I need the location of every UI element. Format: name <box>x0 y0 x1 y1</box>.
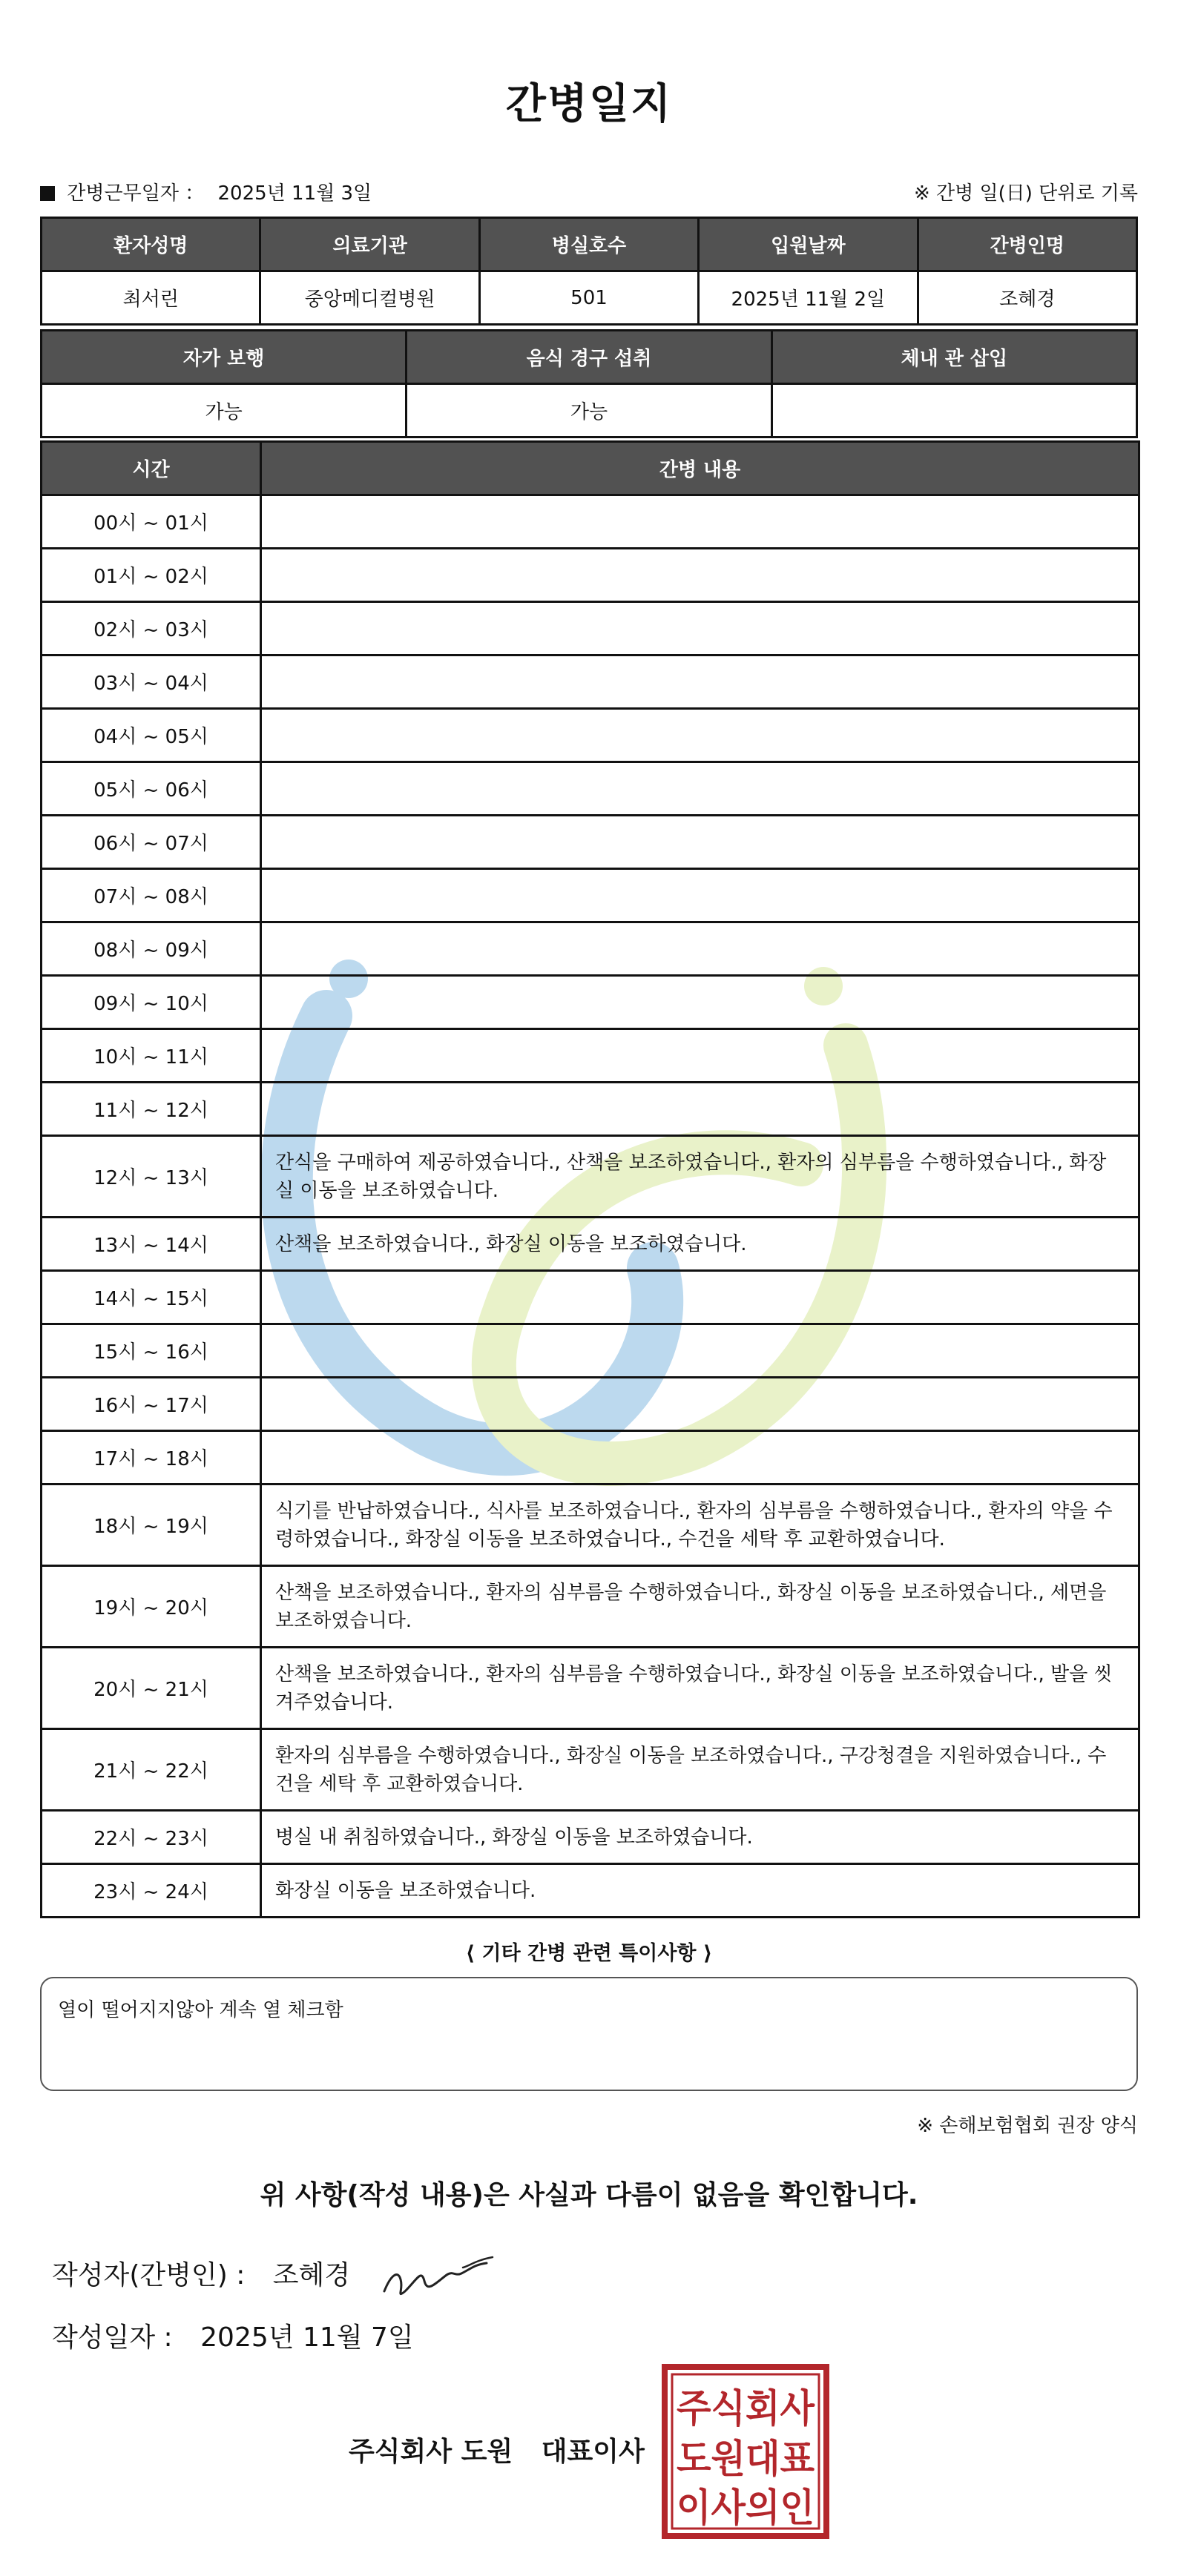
content-cell <box>261 1324 1139 1378</box>
time-cell: 11시 ~ 12시 <box>42 1083 261 1136</box>
table-row <box>42 495 1139 549</box>
content-cell <box>261 495 1139 549</box>
table-row <box>42 1218 1139 1271</box>
content-cell <box>261 549 1139 602</box>
content-cell <box>261 709 1139 762</box>
header-caregiver: 간병인명 <box>918 218 1136 271</box>
table-row <box>42 1271 1139 1324</box>
time-cell: 21시 ~ 22시 <box>42 1729 261 1811</box>
table-row <box>42 869 1139 922</box>
header-oral-intake: 음식 경구 섭취 <box>407 331 771 384</box>
content-cell: 환자의 심부름을 수행하였습니다., 화장실 이동을 보조하였습니다., 구강청결을 지원하였습니다., 수건을 세탁 후 교환하였습니다. <box>261 1729 1139 1811</box>
care-header-row <box>42 442 1139 495</box>
table-row <box>42 709 1139 762</box>
handwritten-signature <box>375 2247 501 2306</box>
header-care-content: 간병 내용 <box>261 442 1139 495</box>
time-cell: 10시 ~ 11시 <box>42 1029 261 1083</box>
table-row <box>42 762 1139 816</box>
content-cell: 식기를 반납하였습니다., 식사를 보조하였습니다., 환자의 심부름을 수행하였습니다., 환자의 약을 수령하였습니다., 화장실 이동을 보조하였습니다., 수건을 세탁 후 교환하였습니다. <box>261 1484 1139 1566</box>
time-cell: 22시 ~ 23시 <box>42 1811 261 1864</box>
time-cell: 12시 ~ 13시 <box>42 1136 261 1218</box>
table-row <box>42 549 1139 602</box>
content-cell: 산책을 보조하였습니다., 환자의 심부름을 수행하였습니다., 화장실 이동을 보조하였습니다., 세면을 보조하였습니다. <box>261 1566 1139 1648</box>
time-cell: 00시 ~ 01시 <box>42 495 261 549</box>
self-walking-value: 가능 <box>42 384 407 437</box>
status-header-row <box>42 331 1137 384</box>
time-cell: 20시 ~ 21시 <box>42 1648 261 1729</box>
confirmation-statement: 위 사항(작성 내용)은 사실과 다름이 없음을 확인합니다. <box>260 2180 918 2210</box>
table-row <box>42 1378 1139 1431</box>
content-cell <box>261 1029 1139 1083</box>
time-cell: 04시 ~ 05시 <box>42 709 261 762</box>
patient-name: 최서린 <box>42 271 260 325</box>
special-notes-box <box>40 1977 1138 2091</box>
company-seal <box>662 2364 829 2539</box>
form-source-note: ※ 손해보험협회 권장 양식 <box>917 2115 1138 2137</box>
content-cell <box>261 1083 1139 1136</box>
patient-info-header-row <box>42 218 1137 271</box>
seal-text-row: 도원대표 <box>677 2437 815 2482</box>
content-cell <box>261 655 1139 709</box>
table-row <box>42 1811 1139 1864</box>
company-line <box>349 2431 645 2468</box>
time-cell: 19시 ~ 20시 <box>42 1566 261 1648</box>
written-date-line <box>52 2316 414 2354</box>
work-date-value: 2025년 11월 3일 <box>217 182 372 205</box>
header-time: 시간 <box>42 442 261 495</box>
content-cell <box>261 1271 1139 1324</box>
table-row <box>42 1136 1139 1218</box>
time-cell: 01시 ~ 02시 <box>42 549 261 602</box>
time-cell: 08시 ~ 09시 <box>42 922 261 976</box>
time-cell: 09시 ~ 10시 <box>42 976 261 1029</box>
content-cell <box>261 869 1139 922</box>
status-value-row <box>42 384 1137 437</box>
tube-insertion-value <box>771 384 1136 437</box>
hourly-care-table <box>40 440 1140 1918</box>
seal-text-row: 주식회사 <box>677 2387 815 2431</box>
content-cell: 화장실 이동을 보조하였습니다. <box>261 1864 1139 1918</box>
header-room: 병실호수 <box>479 218 698 271</box>
special-notes-text: 열이 떨어지지않아 계속 열 체크함 <box>58 1999 343 2021</box>
time-cell: 06시 ~ 07시 <box>42 816 261 869</box>
page-title: 간병일지 <box>505 80 673 128</box>
header-admission-date: 입원날짜 <box>699 218 918 271</box>
content-cell <box>261 1378 1139 1431</box>
writer-label: 작성자(간병인) : <box>52 2260 246 2291</box>
patient-info-value-row <box>42 271 1137 325</box>
room-number: 501 <box>479 271 698 325</box>
content-cell <box>261 1431 1139 1484</box>
table-row <box>42 816 1139 869</box>
time-cell: 02시 ~ 03시 <box>42 602 261 655</box>
unit-note: ※ 간병 일(日) 단위로 기록 <box>913 182 1138 205</box>
table-row <box>42 1729 1139 1811</box>
time-cell: 17시 ~ 18시 <box>42 1431 261 1484</box>
content-cell <box>261 976 1139 1029</box>
content-cell: 산책을 보조하였습니다., 환자의 심부름을 수행하였습니다., 화장실 이동을 보조하였습니다., 발을 씻겨주었습니다. <box>261 1648 1139 1729</box>
time-cell: 13시 ~ 14시 <box>42 1218 261 1271</box>
written-date-value: 2025년 11월 7일 <box>200 2322 414 2353</box>
company-name: 주식회사 도원 <box>349 2437 513 2467</box>
table-row <box>42 976 1139 1029</box>
time-cell: 03시 ~ 04시 <box>42 655 261 709</box>
table-row <box>42 1484 1139 1566</box>
content-cell: 산책을 보조하였습니다., 화장실 이동을 보조하였습니다. <box>261 1218 1139 1271</box>
content-cell: 병실 내 취침하였습니다., 화장실 이동을 보조하였습니다. <box>261 1811 1139 1864</box>
content-cell: 간식을 구매하여 제공하였습니다., 산책을 보조하였습니다., 환자의 심부름을 수행하였습니다., 화장실 이동을 보조하였습니다. <box>261 1136 1139 1218</box>
content-cell <box>261 816 1139 869</box>
content-cell <box>261 922 1139 976</box>
time-cell: 18시 ~ 19시 <box>42 1484 261 1566</box>
time-cell: 23시 ~ 24시 <box>42 1864 261 1918</box>
time-cell: 14시 ~ 15시 <box>42 1271 261 1324</box>
content-cell <box>261 602 1139 655</box>
writer-line <box>52 2254 350 2292</box>
table-row <box>42 1648 1139 1729</box>
hospital-name: 중앙메디컬병원 <box>260 271 479 325</box>
table-row <box>42 1083 1139 1136</box>
time-cell: 07시 ~ 08시 <box>42 869 261 922</box>
caregiver-name: 조혜경 <box>918 271 1136 325</box>
table-row <box>42 1864 1139 1918</box>
header-hospital: 의료기관 <box>260 218 479 271</box>
table-row <box>42 1029 1139 1083</box>
special-notes-title: ⟨ 기타 간병 관련 특이사항 ⟩ <box>465 1942 713 1965</box>
table-row <box>42 655 1139 709</box>
patient-status-table <box>40 329 1138 438</box>
header-patient-name: 환자성명 <box>42 218 260 271</box>
work-date <box>40 178 372 205</box>
ceo-label: 대표이사 <box>541 2437 645 2467</box>
table-row <box>42 1324 1139 1378</box>
table-row <box>42 922 1139 976</box>
work-date-label: 간병근무일자 ： <box>67 182 205 205</box>
writer-name: 조혜경 <box>272 2260 351 2291</box>
patient-info-table <box>40 217 1138 326</box>
content-cell <box>261 762 1139 816</box>
admission-date: 2025년 11월 2일 <box>699 271 918 325</box>
header-self-walking: 자가 보행 <box>42 331 407 384</box>
time-cell: 16시 ~ 17시 <box>42 1378 261 1431</box>
written-date-label: 작성일자 : <box>52 2322 173 2353</box>
time-cell: 05시 ~ 06시 <box>42 762 261 816</box>
square-bullet-icon <box>40 186 55 201</box>
table-row <box>42 1431 1139 1484</box>
oral-intake-value: 가능 <box>407 384 771 437</box>
seal-text-row: 이사의인 <box>677 2486 815 2531</box>
table-row <box>42 1566 1139 1648</box>
header-tube-insertion: 체내 관 삽입 <box>771 331 1136 384</box>
table-row <box>42 602 1139 655</box>
time-cell: 15시 ~ 16시 <box>42 1324 261 1378</box>
